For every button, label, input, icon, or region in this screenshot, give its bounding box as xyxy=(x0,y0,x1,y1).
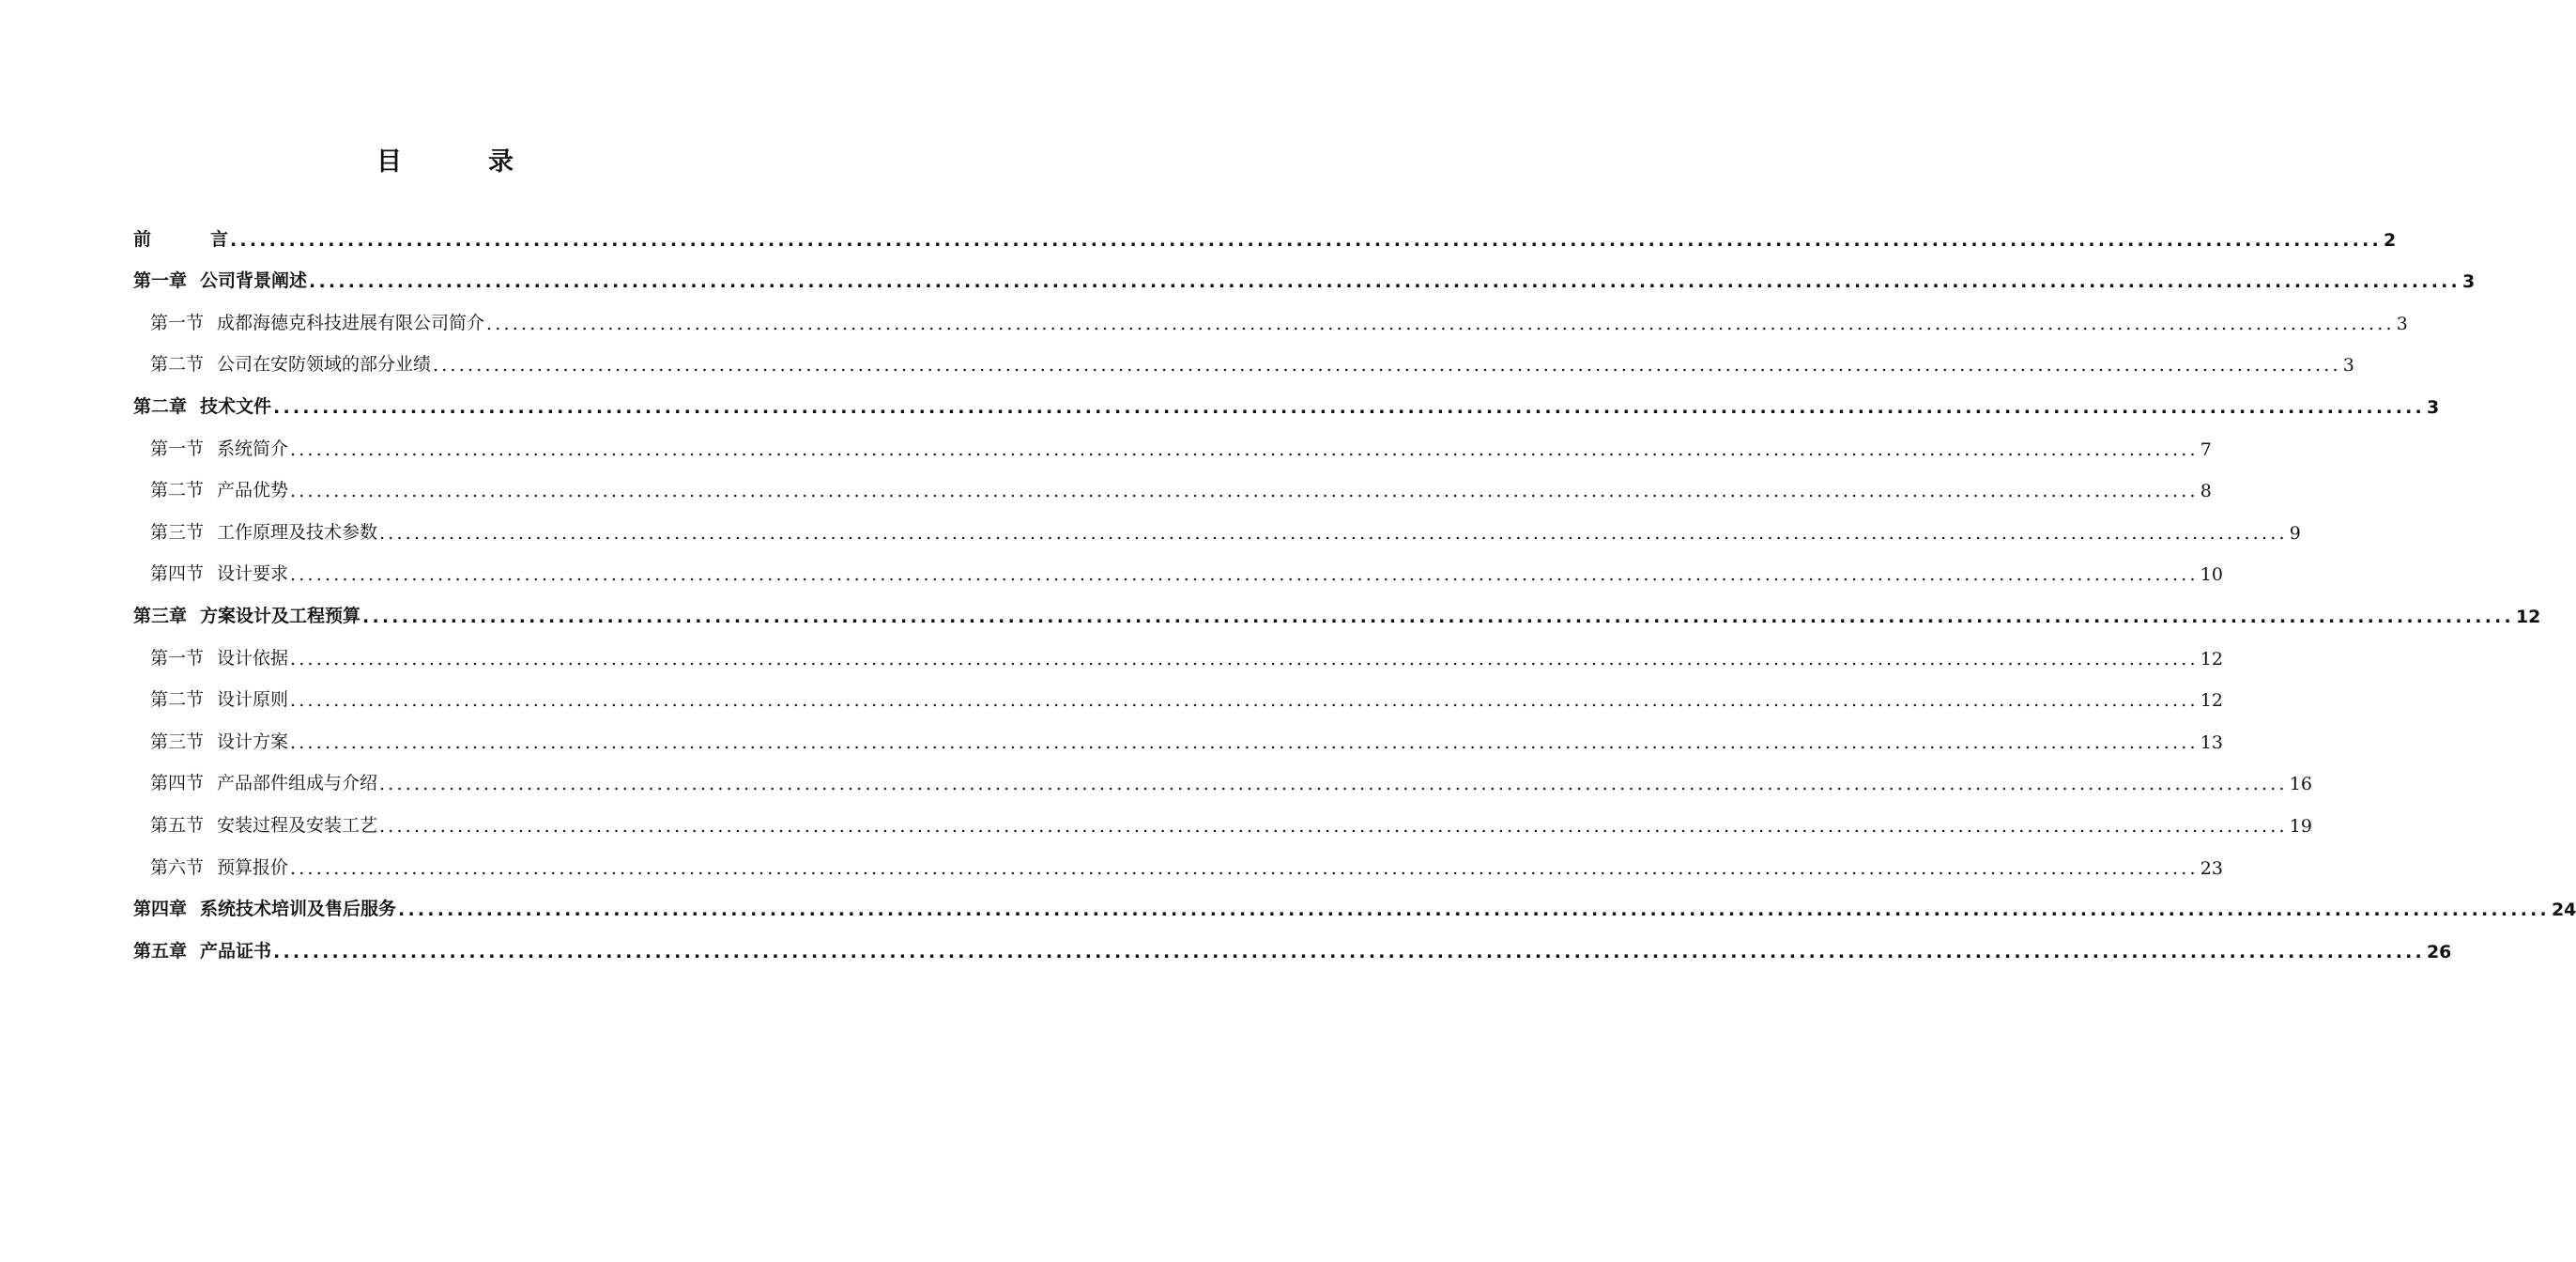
toc-entry-number: 第一节 xyxy=(150,647,205,669)
toc-entry-text: 设计方案 xyxy=(217,731,289,752)
toc-entry-number: 第三节 xyxy=(150,521,205,543)
toc-entry-text: 设计原则 xyxy=(217,689,289,711)
toc-leader-dots: ............................................................................................................................................................................................................................ xyxy=(290,648,2199,669)
toc-entry[interactable] xyxy=(133,753,2312,795)
toc-entry-number: 第一节 xyxy=(150,438,205,459)
toc-entry-label xyxy=(150,309,484,334)
toc-entry-text: 产品优势 xyxy=(217,480,289,501)
toc-entry[interactable] xyxy=(133,376,2440,418)
toc-page-number: 8 xyxy=(2200,481,2212,502)
toc-leader-dots: ............................................................................................................................................................................................................................ xyxy=(290,481,2199,502)
toc-entry[interactable] xyxy=(133,794,2312,837)
toc-leader-dots: ............................................................................................................................................................................................................................ xyxy=(309,271,2461,293)
toc-entry-number: 第四章 xyxy=(133,899,188,920)
toc-leader-dots: ............................................................................................................................................................................................................................ xyxy=(273,396,2425,418)
toc-page-number: 10 xyxy=(2200,564,2223,586)
toc-page-number: 16 xyxy=(2289,774,2312,795)
toc-leader-dots: ............................................................................................................................................................................................................................ xyxy=(290,857,2199,879)
toc-entry-label xyxy=(150,560,288,585)
toc-leader-dots: ............................................................................................................................................................................................................................ xyxy=(290,564,2199,586)
toc-entry-number: 第二节 xyxy=(150,354,205,376)
toc-entry-number: 第一章 xyxy=(133,270,188,292)
toc-leader-dots: ............................................................................................................................................................................................................................ xyxy=(379,522,2288,544)
toc-page-number: 12 xyxy=(2515,606,2541,627)
toc-entry-label xyxy=(150,518,377,544)
toc-entry-text: 公司在安防领域的部分业绩 xyxy=(217,354,432,376)
toc-leader-dots: ............................................................................................................................................................................................................................ xyxy=(230,229,2382,251)
toc-leader-dots: ............................................................................................................................................................................................................................ xyxy=(433,355,2341,377)
toc-page-number: 3 xyxy=(2461,271,2476,293)
toc-entry[interactable] xyxy=(133,627,2223,669)
toc-entry-number: 第二节 xyxy=(150,480,205,501)
toc-entry-label xyxy=(133,225,228,251)
toc-entry[interactable] xyxy=(133,460,2212,502)
toc-entry-label xyxy=(150,728,288,753)
toc-page-number: 12 xyxy=(2200,648,2223,669)
toc-title xyxy=(0,141,892,177)
toc-entry-label xyxy=(150,685,288,711)
toc-entry-text: 工作原理及技术参数 xyxy=(217,521,378,543)
toc-entry-label xyxy=(150,476,288,501)
toc-entry-label xyxy=(133,267,307,292)
toc-entry[interactable] xyxy=(133,544,2223,586)
toc-entry-label xyxy=(150,435,288,460)
toc-entry-text: 系统技术培训及售后服务 xyxy=(200,899,397,920)
toc-entry[interactable] xyxy=(133,292,2408,334)
toc-entry-char-1: 前 xyxy=(133,228,152,250)
toc-entry-text: 预算报价 xyxy=(217,856,289,878)
toc-entry-text: 安装过程及安装工艺 xyxy=(217,814,378,836)
toc-page-number: 19 xyxy=(2289,815,2312,837)
toc-leader-dots: ............................................................................................................................................................................................................................ xyxy=(290,690,2199,712)
toc-entry-label xyxy=(133,602,360,627)
toc-entry-number: 第四节 xyxy=(150,773,205,794)
toc-entry-text: 成都海德克科技进展有限公司简介 xyxy=(217,312,485,333)
toc-entry-label xyxy=(150,811,377,837)
toc-page-number: 13 xyxy=(2200,731,2223,753)
toc-page-number: 3 xyxy=(2342,355,2354,377)
toc-entry-text: 方案设计及工程预算 xyxy=(200,605,361,626)
toc-page-number: 23 xyxy=(2200,857,2223,879)
toc-leader-dots: ............................................................................................................................................................................................................................ xyxy=(379,815,2288,837)
toc-page-number: 12 xyxy=(2200,690,2223,712)
toc-page-number: 3 xyxy=(2396,313,2408,334)
toc-entry[interactable] xyxy=(133,837,2223,879)
toc-entry-label xyxy=(133,392,271,418)
toc-leader-dots: ............................................................................................................................................................................................................................ xyxy=(273,941,2425,962)
toc-entry[interactable] xyxy=(133,669,2223,712)
toc-entry-number: 第二节 xyxy=(150,689,205,711)
toc-entry[interactable] xyxy=(133,501,2301,544)
toc-page-number: 3 xyxy=(2426,396,2440,418)
toc-entry-label xyxy=(133,895,396,920)
toc-page-number: 24 xyxy=(2551,900,2576,921)
toc-leader-dots: ............................................................................................................................................................................................................................ xyxy=(290,731,2199,753)
toc-entry-label xyxy=(150,854,288,879)
toc-page-number: 9 xyxy=(2289,522,2301,544)
toc-entry-text: 产品部件组成与介绍 xyxy=(217,773,378,794)
toc-page-number: 26 xyxy=(2426,941,2452,962)
table-of-contents xyxy=(133,208,2576,962)
toc-leader-dots: ............................................................................................................................................................................................................................ xyxy=(379,774,2288,795)
toc-entry-text: 设计要求 xyxy=(217,563,289,585)
toc-entry[interactable] xyxy=(133,585,2541,627)
toc-entry-text: 产品证书 xyxy=(200,940,272,962)
toc-entry[interactable] xyxy=(133,418,2212,460)
toc-entry-number: 第六节 xyxy=(150,856,205,878)
toc-entry-number: 第二章 xyxy=(133,395,188,417)
toc-entry-number: 第五节 xyxy=(150,814,205,836)
toc-title-char-1: 目 xyxy=(376,147,404,177)
toc-entry[interactable] xyxy=(133,920,2452,962)
toc-entry[interactable] xyxy=(133,251,2476,293)
toc-page-number: 2 xyxy=(2383,229,2397,251)
toc-entry-label xyxy=(150,644,288,669)
toc-entry-text: 技术文件 xyxy=(200,395,272,417)
toc-entry-label xyxy=(150,350,431,376)
toc-entry[interactable] xyxy=(133,208,2397,251)
toc-entry-text: 设计依据 xyxy=(217,647,289,669)
toc-entry[interactable] xyxy=(133,879,2576,921)
toc-entry-text: 系统简介 xyxy=(217,438,289,459)
toc-entry-label xyxy=(150,769,377,794)
toc-title-char-2: 录 xyxy=(488,147,515,177)
toc-entry-number: 第三节 xyxy=(150,731,205,752)
toc-entry[interactable] xyxy=(133,334,2354,377)
toc-page-number: 7 xyxy=(2200,439,2212,460)
toc-entry-number: 第五章 xyxy=(133,940,188,962)
toc-entry-number: 第一节 xyxy=(150,312,205,333)
toc-entry-number: 第三章 xyxy=(133,605,188,626)
toc-entry-text: 公司背景阐述 xyxy=(200,270,308,292)
toc-entry-label xyxy=(133,937,271,962)
toc-leader-dots: ............................................................................................................................................................................................................................ xyxy=(362,606,2514,627)
toc-entry[interactable] xyxy=(133,711,2223,753)
toc-entry-char-2: 言 xyxy=(210,228,229,250)
toc-entry-number: 第四节 xyxy=(150,563,205,585)
toc-leader-dots: ............................................................................................................................................................................................................................ xyxy=(486,313,2395,334)
toc-leader-dots: ............................................................................................................................................................................................................................ xyxy=(290,439,2199,460)
toc-leader-dots: ............................................................................................................................................................................................................................ xyxy=(398,900,2550,921)
